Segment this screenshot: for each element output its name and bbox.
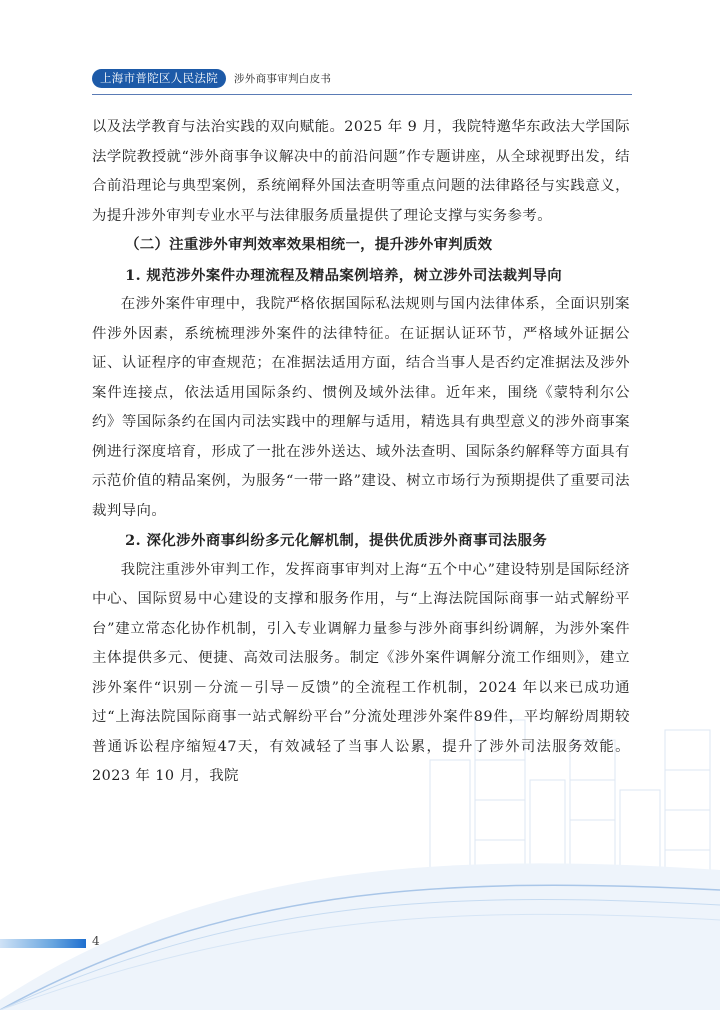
document-title: 涉外商事审判白皮书 [234,72,332,85]
subsection-heading-2: 2. 深化涉外商事纠纷多元化解机制，提供优质涉外商事司法服务 [125,532,548,549]
subsection-heading-1: 1. 规范涉外案件办理流程及精品案例培养，树立涉外司法裁判导向 [125,266,563,284]
court-name-badge: 上海市普陀区人民法院 [92,69,226,88]
document-body [92,113,630,792]
section-heading: （二）注重涉外审判效率效果相统一，提升涉外审判质效 [125,237,493,253]
page-header [92,68,331,88]
paragraph-dispute-resolution: 我院注重涉外审判工作，发挥商事审判对上海“五个中心”建设特别是国际经济中心、国际贸易中心建设的支撑和服务作用，与“上海法院国际商事一站式解纷平台”建立常态化协作机制，引入专业调解力量参与涉外商事纠纷调解，为涉外案件主体提供多元、便捷、高效司法服务。制定《涉外案件调解分流工作细则》，建立涉外案件“识别－分流－引导－反馈”的全流程工作机制，2024 年以来已成功通过“上海法院国际商事一站式解纷平台”分流处理涉外案件89件，平均解纷周期较普通诉讼程序缩短47天，有效减轻了当事人讼累，提升了涉外司法服务效能。2023 年 10 月，我院 [92,561,630,784]
page-number: 4 [92,934,100,948]
footer-accent-bar [0,939,86,948]
header-divider [92,94,632,95]
paragraph-continued: 以及法学教育与法治实践的双向赋能。2025 年 9 月，我院特邀华东政法大学国际法学院教授就“涉外商事争议解决中的前沿问题”作专题讲座，从全球视野出发，结合前沿理论与典型案例，系统阐释外国法查明等重点问题的法律路径与实践意义，为提升涉外审判专业水平与法律服务质量提供了理论支撑与实务参考。 [92,119,631,224]
paragraph-case-handling: 在涉外案件审理中，我院严格依据国际私法规则与国内法律体系，全面识别案件涉外因素，系统梳理涉外案件的法律特征。在证据认证环节，严格域外证据公证、认证程序的审查规范；在准据法适用方面，结合当事人是否约定准据法及涉外案件连接点，依法适用国际条约、惯例及域外法律。近年来，围绕《蒙特利尔公约》等国际条约在国内司法实践中的理解与适用，精选具有典型意义的涉外商事案例进行深度培育，形成了一批在涉外送达、域外法查明、国际条约解释等方面具有示范价值的精品案例，为服务“一带一路”建设、树立市场行为预期提供了重要司法裁判导向。 [92,296,630,519]
